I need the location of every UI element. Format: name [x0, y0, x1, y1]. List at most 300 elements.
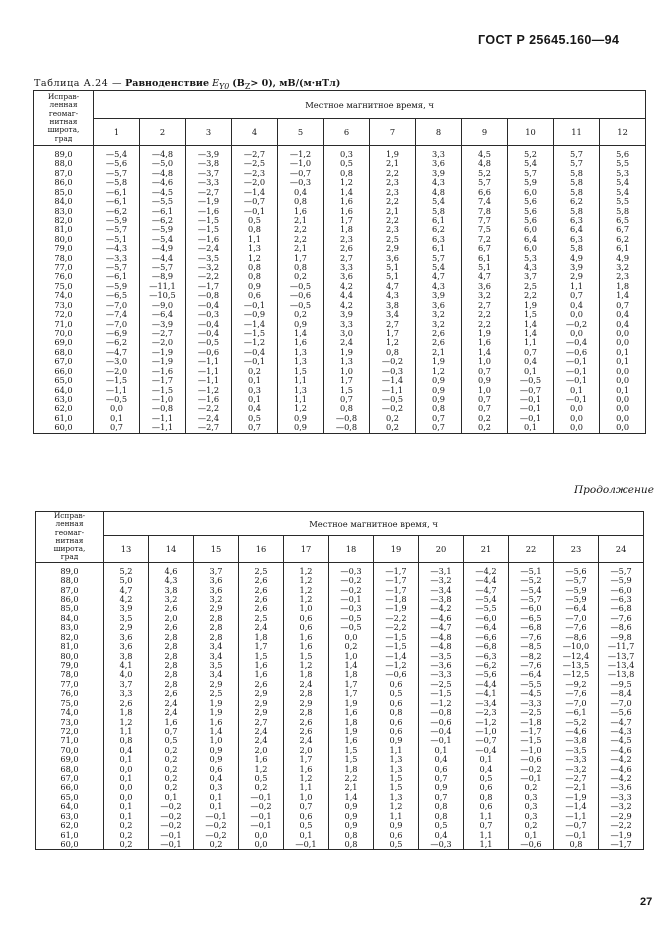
value-cell: 0,4	[600, 310, 646, 319]
value-cell: 0,9	[416, 395, 462, 404]
value-cell: 1,2	[284, 595, 329, 604]
value-cell: —2,2	[186, 404, 232, 413]
value-cell: 0,3	[232, 386, 278, 395]
value-cell: —0,1	[554, 395, 600, 404]
value-cell: —9,8	[599, 633, 644, 642]
value-cell: 2,6	[239, 586, 284, 595]
table-row	[36, 604, 644, 613]
value-cell: —5,9	[554, 586, 599, 595]
value-cell: —0,8	[419, 708, 464, 717]
value-cell: —5,4	[464, 595, 509, 604]
value-cell: 4,5	[462, 146, 508, 160]
value-cell: 1,1	[232, 235, 278, 244]
value-cell: 1,9	[508, 301, 554, 310]
value-cell: 1,3	[374, 793, 419, 802]
value-cell: 5,8	[554, 178, 600, 187]
value-cell: —0,5	[329, 623, 374, 632]
value-cell: —5,5	[140, 197, 186, 206]
value-cell: 0,7	[419, 774, 464, 783]
value-cell: —5,2	[554, 718, 599, 727]
value-cell: —2,5	[232, 159, 278, 168]
value-cell: 1,1	[508, 338, 554, 347]
value-cell: —5,7	[94, 263, 140, 272]
value-cell: 6,2	[554, 197, 600, 206]
value-cell: 1,6	[462, 338, 508, 347]
value-cell: —6,9	[94, 329, 140, 338]
latitude-cell: 60,0	[34, 423, 94, 433]
value-cell: —5,4	[94, 146, 140, 160]
value-cell: 2,5	[194, 689, 239, 698]
data-table-hours-1-12	[33, 90, 646, 434]
value-cell: —1,1	[186, 376, 232, 385]
latitude-cell: 83,0	[34, 207, 94, 216]
value-cell: 2,0	[149, 614, 194, 623]
value-cell: 0,2	[104, 821, 149, 830]
value-cell: —3,4	[464, 699, 509, 708]
value-cell: 0,0	[554, 404, 600, 413]
value-cell: 2,7	[370, 320, 416, 329]
hour-header: 23	[554, 536, 599, 562]
value-cell: —1,1	[140, 423, 186, 433]
value-cell: 3,2	[194, 595, 239, 604]
value-cell: 0,8	[232, 263, 278, 272]
value-cell: —6,4	[464, 623, 509, 632]
value-cell: 3,6	[324, 272, 370, 281]
value-cell: —0,1	[149, 840, 194, 850]
value-cell: 0,2	[370, 414, 416, 423]
value-cell: —1,2	[464, 718, 509, 727]
value-cell: 3,7	[194, 562, 239, 576]
value-cell: 1,3	[278, 357, 324, 366]
value-cell: —0,1	[239, 793, 284, 802]
value-cell: 2,1	[416, 348, 462, 357]
latitude-header-text: Исправ- ленная геомаг- нитная широта, град	[47, 92, 80, 143]
value-cell: —8,9	[140, 272, 186, 281]
value-cell: —0,1	[508, 414, 554, 423]
table-row	[34, 188, 646, 197]
value-cell: 0,9	[278, 414, 324, 423]
table-row	[36, 831, 644, 840]
value-cell: 0,1	[508, 367, 554, 376]
table-row	[34, 376, 646, 385]
value-cell: —0,2	[194, 821, 239, 830]
latitude-cell: 63,0	[34, 395, 94, 404]
value-cell: 1,5	[329, 746, 374, 755]
value-cell: 2,6	[149, 689, 194, 698]
value-cell: 2,0	[239, 746, 284, 755]
value-cell: —6,6	[464, 633, 509, 642]
value-cell: —1,6	[186, 395, 232, 404]
value-cell: 0,8	[370, 348, 416, 357]
value-cell: 1,8	[104, 708, 149, 717]
value-cell: 3,3	[104, 689, 149, 698]
value-cell: —1,7	[374, 576, 419, 585]
formula-condition-subscript: Z	[244, 81, 251, 91]
table-row	[36, 840, 644, 850]
value-cell: —4,5	[140, 188, 186, 197]
value-cell: —6,0	[509, 604, 554, 613]
table-row	[36, 623, 644, 632]
value-cell: 0,9	[374, 736, 419, 745]
value-cell: —7,0	[599, 699, 644, 708]
value-cell: —0,2	[149, 821, 194, 830]
value-cell: 1,2	[284, 576, 329, 585]
value-cell: 0,5	[149, 736, 194, 745]
value-cell: 6,1	[416, 244, 462, 253]
value-cell: —0,1	[554, 357, 600, 366]
value-cell: 5,2	[462, 169, 508, 178]
value-cell: 2,2	[370, 169, 416, 178]
latitude-cell: 61,0	[34, 414, 94, 423]
table-row	[36, 793, 644, 802]
latitude-cell: 78,0	[36, 670, 104, 679]
value-cell: 2,9	[239, 708, 284, 717]
value-cell: —2,3	[232, 169, 278, 178]
value-cell: 2,7	[462, 301, 508, 310]
table-row	[36, 652, 644, 661]
value-cell: —6,8	[509, 623, 554, 632]
value-cell: 4,2	[324, 301, 370, 310]
value-cell: —0,4	[186, 329, 232, 338]
value-cell: —1,7	[374, 562, 419, 576]
value-cell: —0,4	[464, 746, 509, 755]
value-cell: —0,6	[509, 755, 554, 764]
latitude-cell: 83,0	[36, 623, 104, 632]
value-cell: —2,2	[599, 821, 644, 830]
value-cell: —1,7	[140, 376, 186, 385]
value-cell: 3,6	[194, 576, 239, 585]
value-cell: 2,6	[416, 329, 462, 338]
value-cell: 0,9	[278, 423, 324, 433]
value-cell: —9,0	[140, 301, 186, 310]
latitude-cell: 61,0	[36, 831, 104, 840]
value-cell: —1,7	[374, 586, 419, 595]
value-cell: —0,1	[232, 357, 278, 366]
value-cell: 2,4	[149, 708, 194, 717]
value-cell: —0,5	[278, 282, 324, 291]
latitude-cell: 75,0	[36, 699, 104, 708]
value-cell: —0,1	[554, 831, 599, 840]
latitude-cell: 72,0	[34, 310, 94, 319]
table-row	[34, 272, 646, 281]
value-cell: —7,0	[554, 699, 599, 708]
value-cell: —2,4	[186, 414, 232, 423]
value-cell: 1,7	[329, 680, 374, 689]
value-cell: 0,1	[232, 376, 278, 385]
value-cell: 3,4	[194, 652, 239, 661]
value-cell: 5,4	[416, 263, 462, 272]
value-cell: —0,2	[329, 576, 374, 585]
hour-header: 12	[600, 119, 646, 146]
value-cell: 0,2	[509, 783, 554, 792]
value-cell: —1,9	[374, 604, 419, 613]
latitude-cell: 77,0	[36, 680, 104, 689]
table-row	[34, 414, 646, 423]
value-cell: 0,0	[554, 310, 600, 319]
value-cell: 5,1	[370, 263, 416, 272]
value-cell: 4,7	[416, 272, 462, 281]
value-cell: —2,7	[186, 423, 232, 433]
hour-header: 4	[232, 119, 278, 146]
value-cell: —5,7	[554, 576, 599, 585]
latitude-cell: 79,0	[34, 244, 94, 253]
value-cell: —13,4	[599, 661, 644, 670]
value-cell: 5,7	[554, 146, 600, 160]
value-cell: 0,6	[374, 831, 419, 840]
value-cell: 1,5	[508, 310, 554, 319]
value-cell: 2,1	[370, 207, 416, 216]
hour-header: 17	[284, 536, 329, 562]
latitude-cell: 89,0	[34, 146, 94, 160]
value-cell: 0,1	[464, 755, 509, 764]
value-cell: —0,4	[419, 727, 464, 736]
value-cell: 1,4	[508, 329, 554, 338]
value-cell: 0,2	[149, 755, 194, 764]
value-cell: —1,7	[509, 727, 554, 736]
value-cell: —1,9	[140, 348, 186, 357]
value-cell: 1,1	[554, 282, 600, 291]
value-cell: 1,9	[370, 146, 416, 160]
value-cell: 5,2	[104, 562, 149, 576]
value-cell: 3,6	[416, 301, 462, 310]
value-cell: 0,5	[374, 840, 419, 850]
value-cell: 1,3	[374, 755, 419, 764]
value-cell: —1,0	[464, 727, 509, 736]
hour-header: 20	[419, 536, 464, 562]
latitude-cell: 69,0	[34, 338, 94, 347]
table-row	[34, 395, 646, 404]
hour-header: 13	[104, 536, 149, 562]
value-cell: 7,4	[462, 197, 508, 206]
table-row	[36, 708, 644, 717]
value-cell: —5,7	[599, 562, 644, 576]
value-cell: 3,6	[416, 159, 462, 168]
value-cell: —3,3	[554, 755, 599, 764]
value-cell: 4,3	[508, 263, 554, 272]
value-cell: 2,6	[284, 718, 329, 727]
value-cell: —0,7	[554, 821, 599, 830]
value-cell: 0,2	[149, 774, 194, 783]
value-cell: 4,1	[104, 661, 149, 670]
latitude-cell: 62,0	[34, 404, 94, 413]
value-cell: —13,7	[599, 652, 644, 661]
value-cell: 0,8	[329, 840, 374, 850]
value-cell: —0,6	[509, 840, 554, 850]
value-cell: 0,9	[278, 320, 324, 329]
value-cell: 1,8	[239, 633, 284, 642]
table-label: Таблица А.24 —	[34, 78, 123, 89]
value-cell: 2,6	[239, 595, 284, 604]
value-cell: 0,2	[509, 821, 554, 830]
hour-header: 15	[194, 536, 239, 562]
value-cell: 5,6	[508, 216, 554, 225]
value-cell: —5,9	[94, 282, 140, 291]
value-cell: 2,2	[278, 235, 324, 244]
value-cell: 2,2	[329, 774, 374, 783]
value-cell: 0,5	[232, 414, 278, 423]
value-cell: 3,9	[554, 263, 600, 272]
value-cell: —3,9	[140, 320, 186, 329]
value-cell: 1,9	[462, 329, 508, 338]
hour-header: 22	[509, 536, 554, 562]
value-cell: 0,6	[374, 718, 419, 727]
value-cell: 6,7	[600, 225, 646, 234]
value-cell: 1,7	[329, 689, 374, 698]
table-caption	[34, 78, 340, 91]
value-cell: —0,5	[329, 614, 374, 623]
value-cell: 1,1	[284, 783, 329, 792]
value-cell: —0,6	[278, 291, 324, 300]
value-cell: —0,1	[554, 367, 600, 376]
value-cell: 0,7	[324, 395, 370, 404]
value-cell: 2,3	[600, 272, 646, 281]
value-cell: 2,2	[370, 216, 416, 225]
value-cell: —7,0	[94, 320, 140, 329]
table-row	[34, 225, 646, 234]
value-cell: —5,7	[140, 263, 186, 272]
value-cell: 2,6	[239, 576, 284, 585]
value-cell: —6,2	[140, 216, 186, 225]
value-cell: —4,6	[419, 614, 464, 623]
standard-header: ГОСТ Р 25645.160—94	[478, 33, 620, 47]
value-cell: —0,5	[94, 395, 140, 404]
value-cell: 1,0	[284, 793, 329, 802]
value-cell: 0,9	[329, 821, 374, 830]
value-cell: 5,6	[508, 207, 554, 216]
value-cell: 6,2	[416, 225, 462, 234]
hour-header: 24	[599, 536, 644, 562]
value-cell: 0,7	[94, 423, 140, 433]
value-cell: —7,6	[509, 661, 554, 670]
latitude-cell: 88,0	[34, 159, 94, 168]
value-cell: —0,3	[329, 562, 374, 576]
value-cell: 0,1	[600, 386, 646, 395]
value-cell: 2,6	[239, 604, 284, 613]
value-cell: —10,0	[554, 642, 599, 651]
value-cell: 1,9	[324, 348, 370, 357]
table-row	[36, 812, 644, 821]
value-cell: —4,6	[140, 178, 186, 187]
value-cell: 2,5	[370, 235, 416, 244]
latitude-cell: 69,0	[36, 755, 104, 764]
value-cell: 2,4	[239, 736, 284, 745]
value-cell: 0,9	[329, 802, 374, 811]
value-cell: —5,6	[554, 562, 599, 576]
value-cell: —12,5	[554, 670, 599, 679]
table-row	[36, 670, 644, 679]
value-cell: —3,5	[554, 746, 599, 755]
table-row	[34, 423, 646, 433]
value-cell: —6,1	[140, 207, 186, 216]
value-cell: 3,6	[370, 254, 416, 263]
value-cell: 3,6	[104, 633, 149, 642]
value-cell: 0,1	[104, 812, 149, 821]
value-cell: 4,8	[416, 188, 462, 197]
value-cell: 6,1	[416, 216, 462, 225]
latitude-cell: 84,0	[36, 614, 104, 623]
value-cell: 0,7	[462, 367, 508, 376]
value-cell: 1,3	[324, 357, 370, 366]
value-cell: 0,2	[370, 423, 416, 433]
value-cell: 3,3	[324, 320, 370, 329]
value-cell: 1,6	[278, 207, 324, 216]
value-cell: 6,4	[508, 235, 554, 244]
value-cell: 6,3	[554, 235, 600, 244]
value-cell: 2,8	[284, 708, 329, 717]
value-cell: 1,2	[232, 254, 278, 263]
value-cell: 2,4	[149, 699, 194, 708]
table-row	[36, 699, 644, 708]
value-cell: 2,8	[194, 614, 239, 623]
value-cell: 0,1	[194, 802, 239, 811]
value-cell: —0,4	[554, 338, 600, 347]
latitude-cell: 82,0	[36, 633, 104, 642]
value-cell: —4,8	[140, 169, 186, 178]
value-cell: —0,6	[374, 670, 419, 679]
value-cell: —2,0	[140, 338, 186, 347]
value-cell: —11,7	[599, 642, 644, 651]
value-cell: —1,4	[554, 802, 599, 811]
latitude-cell: 62,0	[36, 821, 104, 830]
value-cell: 4,2	[324, 282, 370, 291]
value-cell: 2,7	[324, 254, 370, 263]
value-cell: —1,5	[232, 329, 278, 338]
value-cell: —1,5	[374, 633, 419, 642]
value-cell: 1,4	[329, 793, 374, 802]
value-cell: 0,9	[194, 755, 239, 764]
value-cell: 0,7	[149, 727, 194, 736]
value-cell: —1,5	[419, 689, 464, 698]
value-cell: 5,7	[416, 254, 462, 263]
value-cell: 0,4	[419, 831, 464, 840]
table-row	[34, 291, 646, 300]
value-cell: 2,1	[278, 244, 324, 253]
value-cell: —3,2	[554, 765, 599, 774]
value-cell: 2,9	[370, 244, 416, 253]
value-cell: —2,0	[232, 178, 278, 187]
value-cell: 1,2	[374, 802, 419, 811]
latitude-cell: 81,0	[36, 642, 104, 651]
value-cell: 3,9	[416, 169, 462, 178]
value-cell: —0,7	[278, 169, 324, 178]
value-cell: 3,9	[416, 291, 462, 300]
value-cell: 2,8	[149, 633, 194, 642]
value-cell: 1,0	[462, 357, 508, 366]
value-cell: 0,5	[419, 821, 464, 830]
value-cell: —6,5	[509, 614, 554, 623]
value-cell: 0,5	[464, 774, 509, 783]
value-cell: 2,1	[329, 783, 374, 792]
value-cell: 1,6	[239, 755, 284, 764]
value-cell: 6,0	[508, 244, 554, 253]
value-cell: 1,0	[194, 736, 239, 745]
table-row	[34, 254, 646, 263]
value-cell: 0,1	[600, 348, 646, 357]
latitude-cell: 70,0	[36, 746, 104, 755]
value-cell: —2,3	[464, 708, 509, 717]
table-row	[34, 386, 646, 395]
value-cell: 2,9	[194, 604, 239, 613]
value-cell: —1,6	[186, 207, 232, 216]
value-cell: —2,5	[509, 708, 554, 717]
value-cell: —7,6	[554, 623, 599, 632]
value-cell: 5,7	[508, 169, 554, 178]
value-cell: —3,7	[186, 169, 232, 178]
value-cell: 1,9	[416, 357, 462, 366]
value-cell: —10,5	[140, 291, 186, 300]
latitude-cell: 72,0	[36, 727, 104, 736]
value-cell: 0,8	[232, 225, 278, 234]
